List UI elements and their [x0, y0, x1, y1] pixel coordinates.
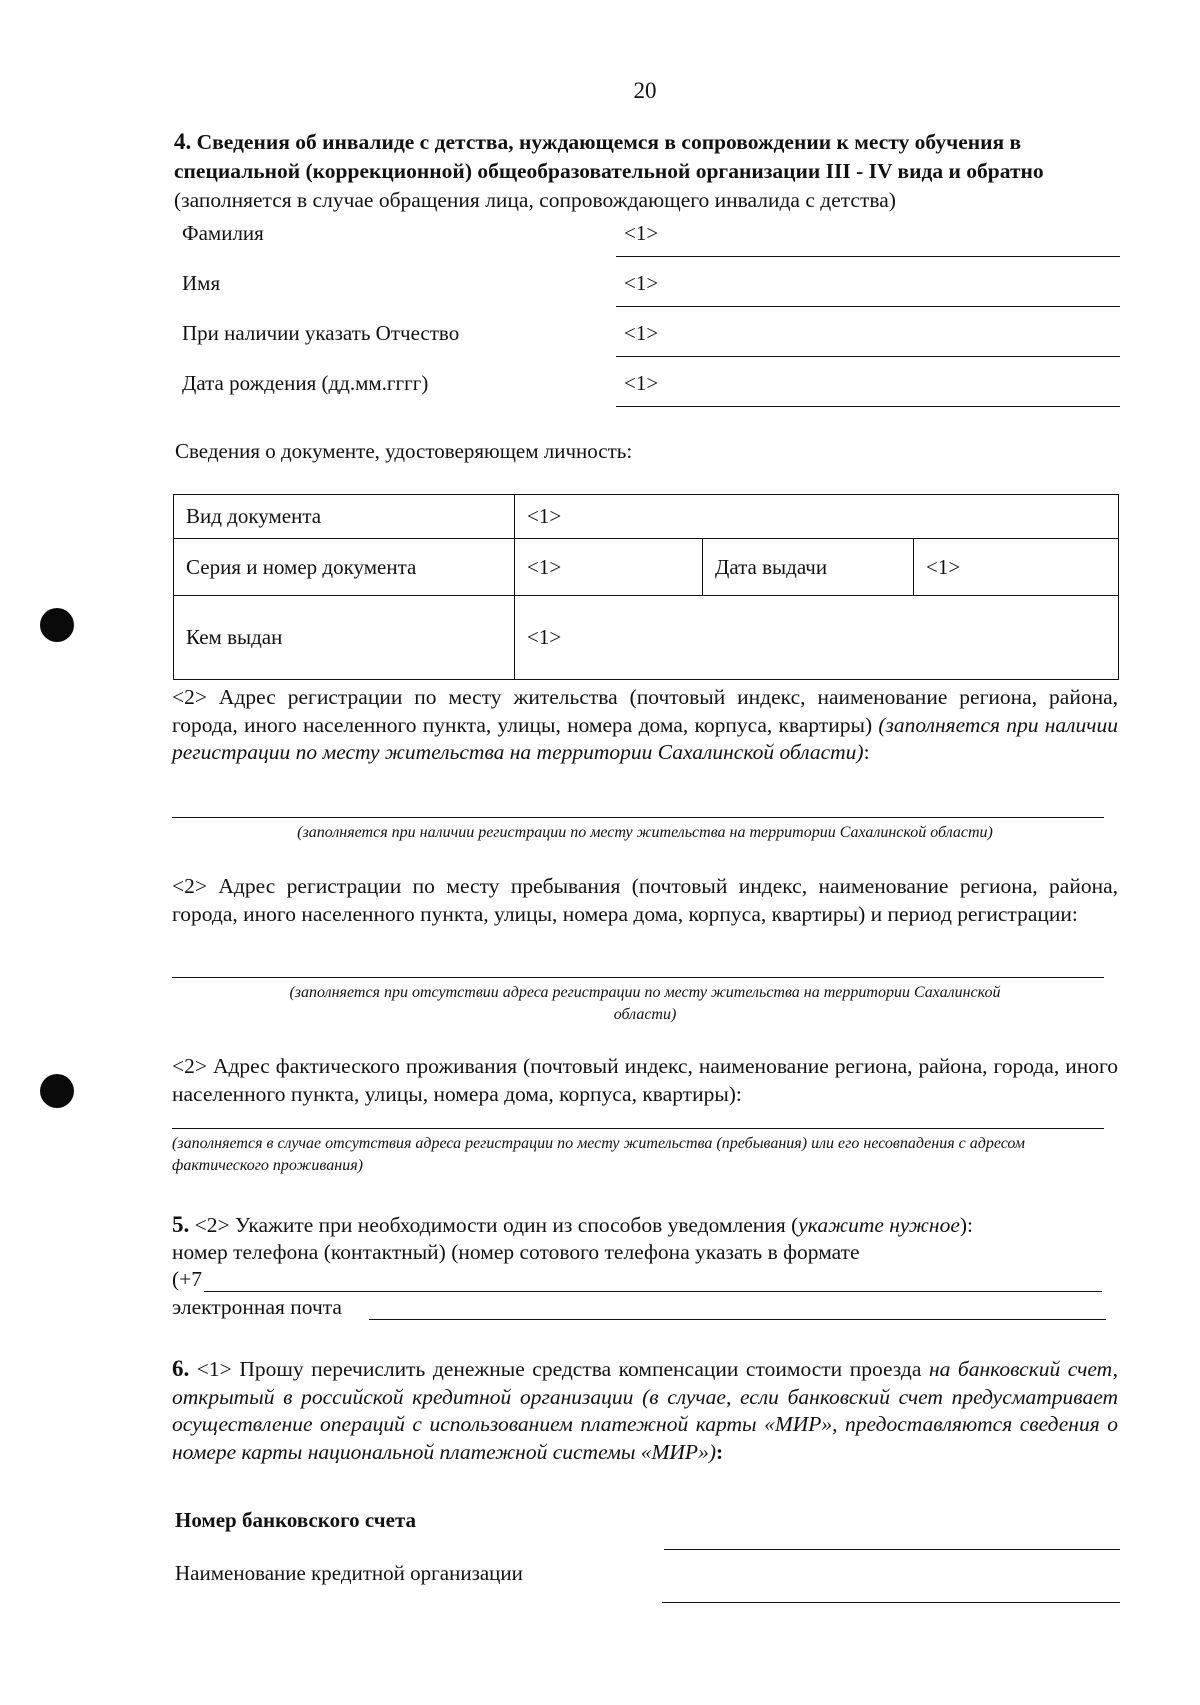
- surname-label: Фамилия: [182, 221, 264, 245]
- doc-date-value[interactable]: <1>: [914, 539, 1119, 596]
- name-field[interactable]: [616, 306, 1120, 307]
- reg-address-text: [172, 684, 1118, 767]
- reg-address-note: (заполняется при наличии регистрации по месту жительства на территории Сахалинской области): [297, 824, 993, 841]
- patronymic-field[interactable]: [616, 356, 1120, 357]
- patronymic-label: При наличии указать Отчество: [182, 321, 460, 345]
- bank-name-field[interactable]: [662, 1602, 1120, 1603]
- stay-address-field[interactable]: [172, 977, 1104, 978]
- actual-address-note: (заполняется в случае отсутствия адреса регистрации по месту жительства (пребывания) или его несовпадения с адресом фактического проживания): [172, 1135, 1026, 1174]
- section6-colon: :: [715, 1439, 724, 1464]
- stay-address-text: <2> Адрес регистрации по месту пребывания (почтовый индекс, наименование региона, района, города, иного населенного пункта, улицы, номера дома, корпуса, квартиры) и период регистрации:: [172, 874, 1118, 926]
- phone-field[interactable]: [204, 1291, 1102, 1292]
- id-document-title: Сведения о документе, удостоверяющем личность:: [175, 439, 633, 463]
- birthdate-label: Дата рождения (дд.мм.гггг): [182, 371, 429, 395]
- section4-number: 4.: [174, 129, 192, 154]
- reg-address-main: <2> Адрес регистрации по месту жительства (почтовый индекс, наименование региона, района, города, иного населенного пункта, улицы, номера дома, корпуса, квартиры): [172, 685, 1118, 737]
- reg-address-italic: (заполняется при наличии регистрации по месту жительства на территории Сахалинской области): [172, 712, 1118, 764]
- birthdate-field[interactable]: [616, 406, 1120, 407]
- section4-heading-note: (заполняется в случае обращения лица, сопровождающего инвалида с детства): [174, 188, 896, 212]
- actual-address-text: <2> Адрес фактического проживания (почтовый индекс, наименование региона, района, города, иного населенного пункта, улицы, номера дома, корпуса, квартиры):: [172, 1054, 1118, 1106]
- punch-hole-bottom: [40, 1074, 74, 1108]
- surname-marker: <1>: [624, 221, 659, 245]
- doc-date-label: Дата выдачи: [703, 539, 914, 596]
- reg-address-colon: :: [863, 740, 870, 764]
- doc-issuer-label: Кем выдан: [174, 596, 515, 680]
- doc-issuer-value[interactable]: <1>: [515, 596, 1119, 680]
- doc-type-value[interactable]: <1>: [515, 495, 1119, 539]
- table-row: [174, 495, 1119, 539]
- stay-address-note-line2: области): [613, 1006, 677, 1023]
- section5-italic: укажите нужное: [798, 1213, 960, 1237]
- birthdate-marker: <1>: [624, 371, 659, 395]
- section5-main: <2> Укажите при необходимости один из способов уведомления (: [194, 1213, 799, 1237]
- section6-text: [172, 1355, 1118, 1466]
- section6-number: 6.: [172, 1356, 190, 1381]
- name-label: Имя: [182, 271, 221, 295]
- section6-main: <1> Прошу перечислить денежные средства компенсации стоимости проезда: [196, 1357, 922, 1381]
- bank-account-label: Номер банковского счета: [175, 1508, 417, 1532]
- phone-label: номер телефона (контактный) (номер сотового телефона указать в формате: [172, 1240, 860, 1264]
- punch-hole-top: [40, 608, 74, 642]
- table-row: [174, 539, 1119, 596]
- doc-series-label: Серия и номер документа: [174, 539, 515, 596]
- email-label: электронная почта: [172, 1295, 342, 1319]
- section5-end: ):: [959, 1213, 974, 1237]
- page-number: 20: [633, 78, 657, 103]
- patronymic-marker: <1>: [624, 321, 659, 345]
- surname-field[interactable]: [616, 256, 1120, 257]
- bank-account-field[interactable]: [664, 1549, 1120, 1550]
- section4-heading-bold: Сведения об инвалиде с детства, нуждающемся в сопровождении к месту обучения в специальной (коррекционной) общеобразовательной организации III - IV вида и обратно: [174, 130, 1044, 183]
- section5-number: 5.: [172, 1212, 190, 1237]
- reg-address-field[interactable]: [172, 817, 1104, 818]
- section6-italic: на банковский счет, открытый в российской кредитной организации (в случае, если банковский счет предусматривает осуществление операций с использованием платежной карты «МИР», предоставляются сведения о номере карты национальной платежной системы «МИР»): [172, 1357, 1119, 1464]
- section4-heading: [174, 127, 1134, 215]
- stay-address-note: [172, 982, 1118, 1026]
- actual-address-field[interactable]: [172, 1128, 1104, 1129]
- email-field[interactable]: [369, 1319, 1106, 1320]
- doc-series-value[interactable]: <1>: [515, 539, 703, 596]
- stay-address-note-line1: (заполняется при отсутствии адреса регистрации по месту жительства на территории Сахалинской: [289, 984, 1001, 1001]
- bank-name-label: Наименование кредитной организации: [175, 1561, 523, 1585]
- id-document-table: [173, 494, 1119, 680]
- phone-prefix: (+7: [172, 1267, 203, 1291]
- table-row: [174, 596, 1119, 680]
- name-marker: <1>: [624, 271, 659, 295]
- section5-text: [172, 1211, 1118, 1240]
- doc-type-label: Вид документа: [174, 495, 515, 539]
